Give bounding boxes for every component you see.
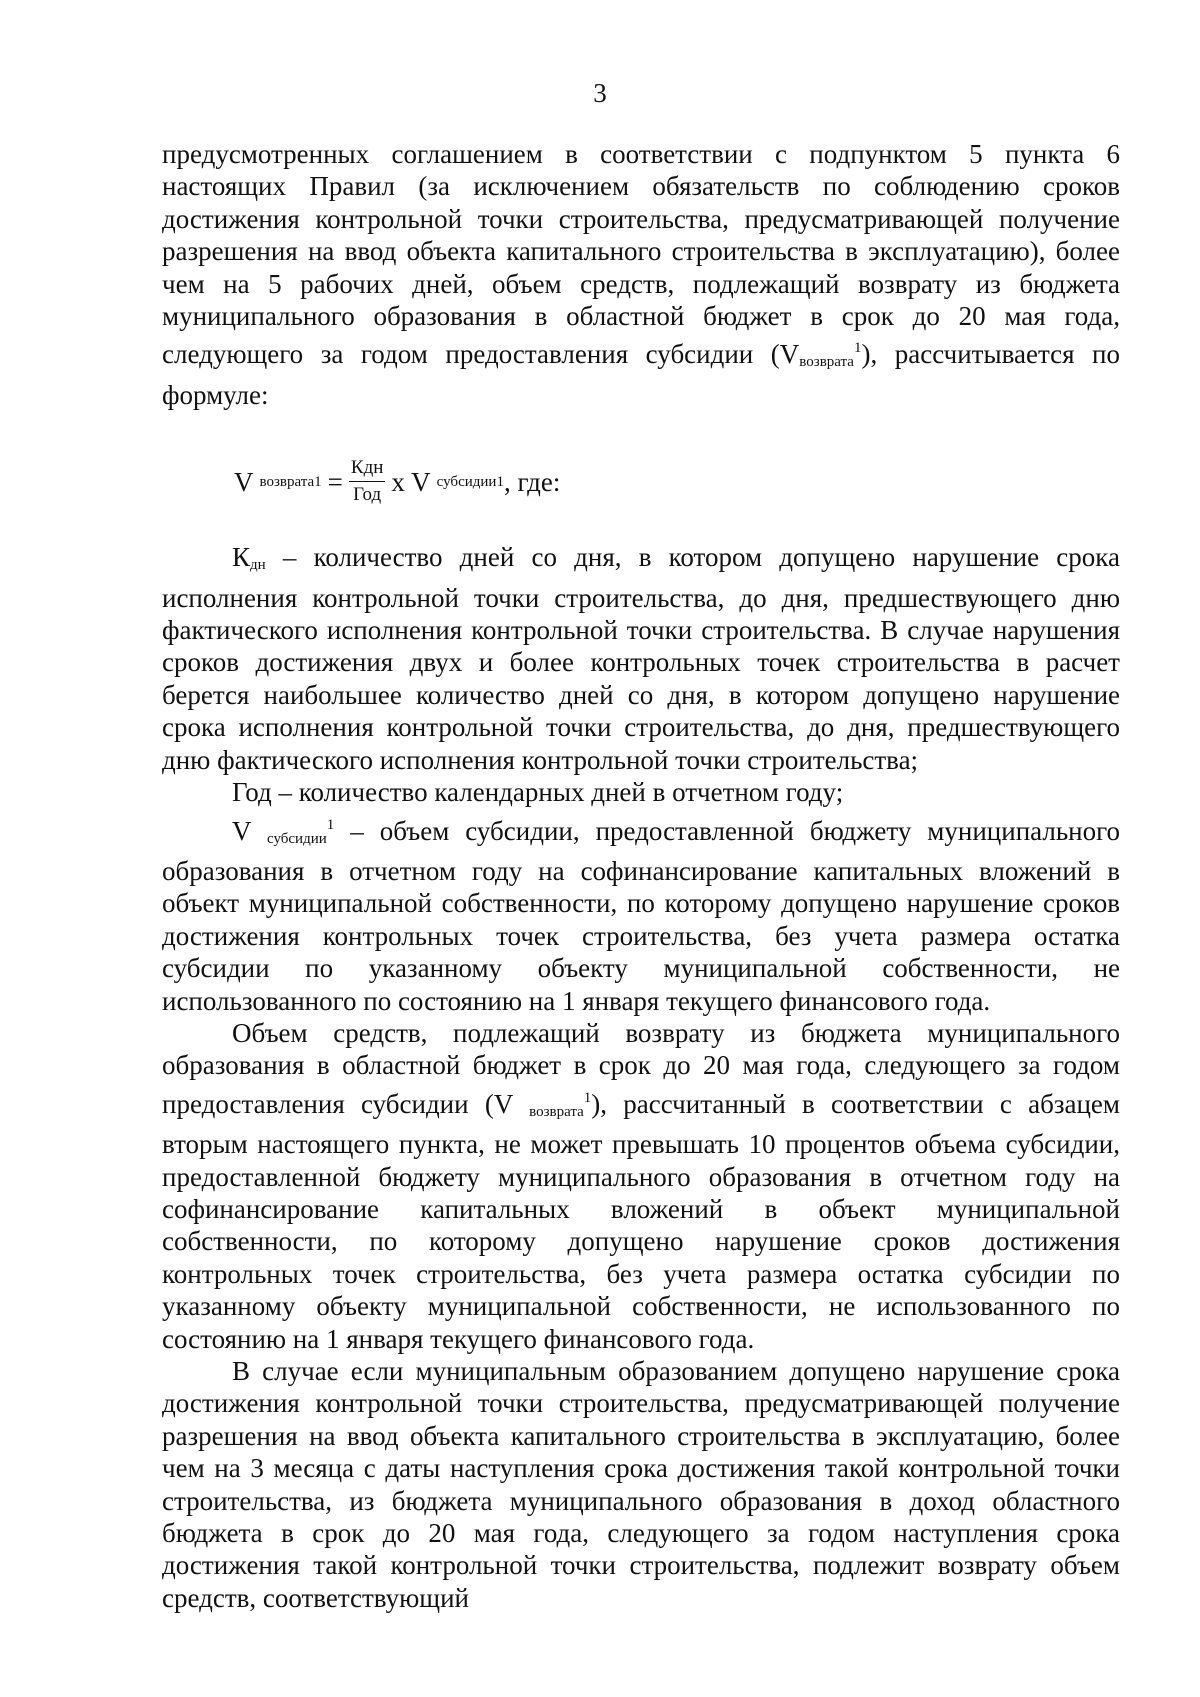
definition-v-subsidy-symbol: V: [232, 815, 252, 846]
definition-v-subsidy-text: – объем субсидии, предоставленной бюджету муниципального образования в отчетном году на софинансирование капитальных вложений в объект муниципальной собственности, по которому допущено нарушение сроков достижения контрольных точек строительства, без учета размера остатка субсидии по указанному объекту муниципальной собственности, не использованного по состоянию на 1 января текущего финансового года.: [162, 815, 1121, 1016]
formula-lhs-subscript: возврата: [259, 473, 315, 490]
definition-v-subsidy-superscript: 1: [326, 816, 335, 833]
page-number: 3: [593, 78, 607, 108]
v-return-superscript: 1: [853, 340, 862, 357]
paragraph-limit: [162, 1017, 1120, 1355]
formula-lhs-superscript: 1: [314, 473, 322, 490]
formula-rhs-subscript: субсидии: [436, 473, 497, 490]
paragraph-violation: В случае если муниципальным образованием допущено нарушение срока достижения контрольной точки строительства, предусматривающей получение разрешения на ввод объекта капитального строительства в эксплуатацию, более чем на 3 месяца с даты наступления срока достижения такой контрольной точки строительства, из бюджета муниципального образования в доход областного бюджета в срок до 20 мая года, следующего за годом наступления срока достижения такой контрольной точки строительства, подлежит возврату объем средств, соответствующий: [162, 1356, 1120, 1613]
formula-denominator: Год: [353, 484, 382, 506]
paragraph-limit-subscript: возврата: [529, 1103, 584, 1120]
definition-v-subsidy-subscript: субсидии: [267, 830, 327, 847]
document-body: [162, 138, 1120, 1614]
definition-kdn: [162, 541, 1120, 776]
paragraph-intro-end: ), рассчитывается по формуле:: [162, 339, 1120, 410]
formula-equals: =: [327, 466, 343, 497]
formula-rhs-superscript: 1: [496, 473, 504, 490]
definition-god: Год – количество календарных дней в отчетном году;: [232, 777, 844, 808]
paragraph-limit-end: ), рассчитанный в соответствии с абзацем вторым настоящего пункта, не может превышать 10 процентов объема субсидии, предоставленной бюджету муниципального образования в отчетном году на софинансирование капитальных вложений в объект муниципальной собственности, по которому допущено нарушение сроков достижения контрольных точек строительства, без учета размера остатка субсидии по указанному объекту муниципальной собственности, не использованного по состоянию на 1 января текущего финансового года.: [162, 1088, 1120, 1354]
paragraph-intro-text: предусмотренных соглашением в соответствии с подпунктом 5 пункта 6 настоящих Правил (за исключением обязательств по соблюдению сроков достижения контрольной точки строительства, предусматривающей получение разрешения на ввод объекта капитального строительства в эксплуатацию), более чем на 5 рабочих дней, объем средств, подлежащий возврату из бюджета муниципального образования в областной бюджет в срок до 20 мая года, следующего за годом предоставления субсидии (V: [162, 139, 1120, 370]
formula-lhs: V: [234, 466, 254, 497]
formula-numerator: Кдн: [349, 457, 386, 482]
v-return-subscript: возврата: [799, 354, 854, 371]
formula-tail: , где:: [503, 466, 561, 497]
paragraph-limit-start: Объем средств, подлежащий возврату из бюджета муниципального образования в областной бюджет в срок до 20 мая года, следующего за годом предоставления субсидии (V: [162, 1017, 1120, 1119]
definition-kdn-text: – количество дней со дня, в котором допущено нарушение срока исполнения контрольной точки строительства, до дня, предшествующего дню фактического исполнения контрольной точки строительства. В случае нарушения сроков достижения двух и более контрольных точек строительства в расчет берется наибольшее количество дней со дня, в котором допущено нарушение срока исполнения контрольной точки строительства, до дня, предшествующего дню фактического исполнения контрольной точки строительства;: [162, 542, 1120, 775]
formula-times: x V: [391, 466, 431, 497]
definition-kdn-subscript: дн: [250, 557, 266, 574]
formula: [234, 457, 560, 506]
paragraph-intro: [162, 138, 1120, 411]
definition-v-subsidy: [162, 809, 1120, 1017]
formula-block: [162, 411, 1120, 527]
formula-fraction: [349, 457, 386, 506]
definition-kdn-symbol: К: [232, 542, 251, 573]
paragraph-limit-superscript: 1: [583, 1089, 592, 1106]
